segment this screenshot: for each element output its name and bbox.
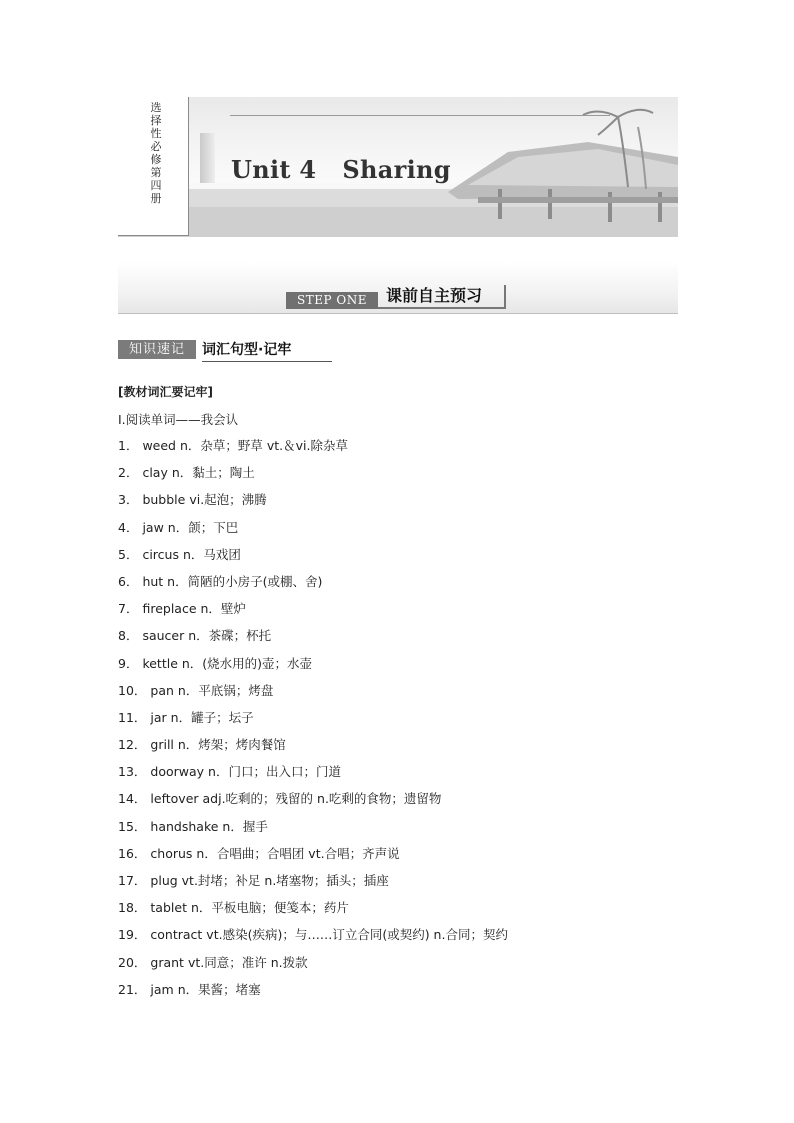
vocab-definition: n．罐子；坛子 [166, 709, 254, 725]
vocab-word: grant [150, 954, 184, 970]
vocab-word: jar [150, 709, 167, 725]
vocab-word: hut [142, 573, 164, 589]
vocab-word: grill [150, 737, 174, 753]
vocab-item [118, 490, 508, 517]
vocab-number: 13． [118, 764, 147, 780]
vocab-word: handshake [150, 818, 219, 834]
vocab-definition: n．平板电脑；便笺本；药片 [186, 900, 349, 916]
unit-title: Unit 4 Sharing [231, 155, 451, 184]
vocab-definition: n．合唱曲；合唱团 vt.合唱；齐声说 [192, 845, 400, 861]
vocab-definition: n．茶碟；杯托 [184, 628, 272, 644]
vocab-word: bubble [142, 492, 186, 508]
vocab-definition: n．杂草；野草 vt.＆vi.除杂草 [176, 438, 348, 453]
vocab-number: 20． [118, 954, 147, 970]
section-title: 词汇句型·记牢 [202, 341, 332, 362]
vocab-item [118, 762, 508, 789]
vocab-item [118, 599, 508, 626]
vocab-word: circus [142, 546, 179, 562]
vocab-item [118, 735, 508, 762]
vocab-item [118, 436, 508, 463]
vocab-word: jaw [142, 519, 164, 535]
vocab-definition: n．平底锅；烤盘 [173, 682, 274, 698]
vocab-item [118, 681, 508, 708]
vocab-number: 14． [118, 791, 147, 807]
vocab-definition: vt.感染(疾病)；与……订立合同(或契约) n.合同；契约 [202, 927, 508, 943]
vocab-definition: vi.起泡；沸腾 [185, 492, 267, 508]
vocab-word: pan [150, 682, 174, 698]
vocab-definition: n．握手 [218, 818, 268, 834]
subheading: [教材词汇要记牢] [118, 385, 213, 399]
vocab-item [118, 463, 508, 490]
vocab-word: kettle [142, 655, 178, 671]
vocab-item [118, 518, 508, 545]
vocab-number: 17． [118, 873, 147, 888]
vocab-number: 1． [118, 438, 139, 453]
part-heading: Ⅰ.阅读单词——我会认 [118, 412, 239, 427]
vocab-item [118, 980, 508, 1007]
vocab-definition: n．烤架；烤肉餐馆 [173, 737, 286, 753]
vocab-word: leftover [150, 791, 199, 807]
vocab-word: plug [150, 873, 178, 888]
vocab-number: 19． [118, 927, 147, 943]
vocab-item [118, 708, 508, 735]
vocab-definition: n．马戏团 [178, 546, 241, 562]
vocab-number: 4． [118, 519, 139, 535]
vocab-item [118, 844, 508, 871]
vocab-definition: n．果酱；堵塞 [173, 981, 261, 997]
vocab-word: fireplace [142, 601, 197, 617]
vocab-definition: n．壁炉 [196, 601, 246, 617]
vocab-number: 16． [118, 845, 147, 861]
vocab-number: 11． [118, 709, 147, 725]
vocab-item [118, 572, 508, 599]
step-rule [118, 313, 678, 314]
vocab-number: 18． [118, 900, 147, 916]
vocab-word: chorus [150, 845, 193, 861]
vocab-number: 5． [118, 546, 139, 562]
vocab-word: weed [142, 438, 176, 453]
vocab-item [118, 953, 508, 980]
vocab-word: saucer [142, 628, 185, 644]
vocab-definition: vt.封堵；补足 n.堵塞物；插头；插座 [177, 873, 389, 888]
vocab-item [118, 871, 508, 898]
vocab-item [118, 789, 508, 816]
vocab-number: 10． [118, 682, 147, 698]
vocab-definition: vt.同意；准许 n.拨款 [183, 954, 308, 970]
vocab-item [118, 545, 508, 572]
step-label: STEP ONE [286, 292, 378, 309]
vocab-number: 3． [118, 492, 139, 508]
banner-rule [230, 115, 610, 116]
vocab-item [118, 898, 508, 925]
step-title: 课前自主预习 [378, 285, 506, 309]
vocab-number: 2． [118, 465, 139, 481]
vocab-definition: n．简陋的小房子(或棚、舍) [163, 573, 323, 589]
vocab-number: 6． [118, 573, 139, 589]
vocab-number: 21． [118, 981, 147, 997]
title-accent-bar [200, 133, 215, 183]
vocab-definition: n．颌；下巴 [163, 519, 239, 535]
vocab-word: clay [142, 465, 168, 481]
vocab-number: 7． [118, 601, 139, 617]
vocab-number: 9． [118, 655, 139, 671]
vocab-item [118, 817, 508, 844]
section-tag: 知识速记 [118, 340, 196, 359]
vocab-definition: adj.吃剩的；残留的 n.吃剩的食物；遗留物 [198, 791, 442, 807]
vocab-list [118, 436, 508, 1007]
vocab-item [118, 654, 508, 681]
vocab-number: 12． [118, 737, 147, 753]
vocab-word: contract [150, 927, 203, 943]
vocab-word: tablet [150, 900, 187, 916]
vocab-word: doorway [150, 764, 205, 780]
vocab-definition: n．(烧水用的)壶；水壶 [177, 655, 313, 671]
vocab-number: 15． [118, 818, 147, 834]
volume-label: 选择性必修第四册 [150, 101, 162, 205]
vocab-definition: n．门口；出入口；门道 [204, 764, 341, 780]
vocab-number: 8． [118, 628, 139, 644]
vocab-item [118, 626, 508, 653]
vocab-item [118, 925, 508, 952]
vocab-word: jam [150, 981, 174, 997]
vocab-definition: n．黏土；陶土 [167, 465, 255, 481]
